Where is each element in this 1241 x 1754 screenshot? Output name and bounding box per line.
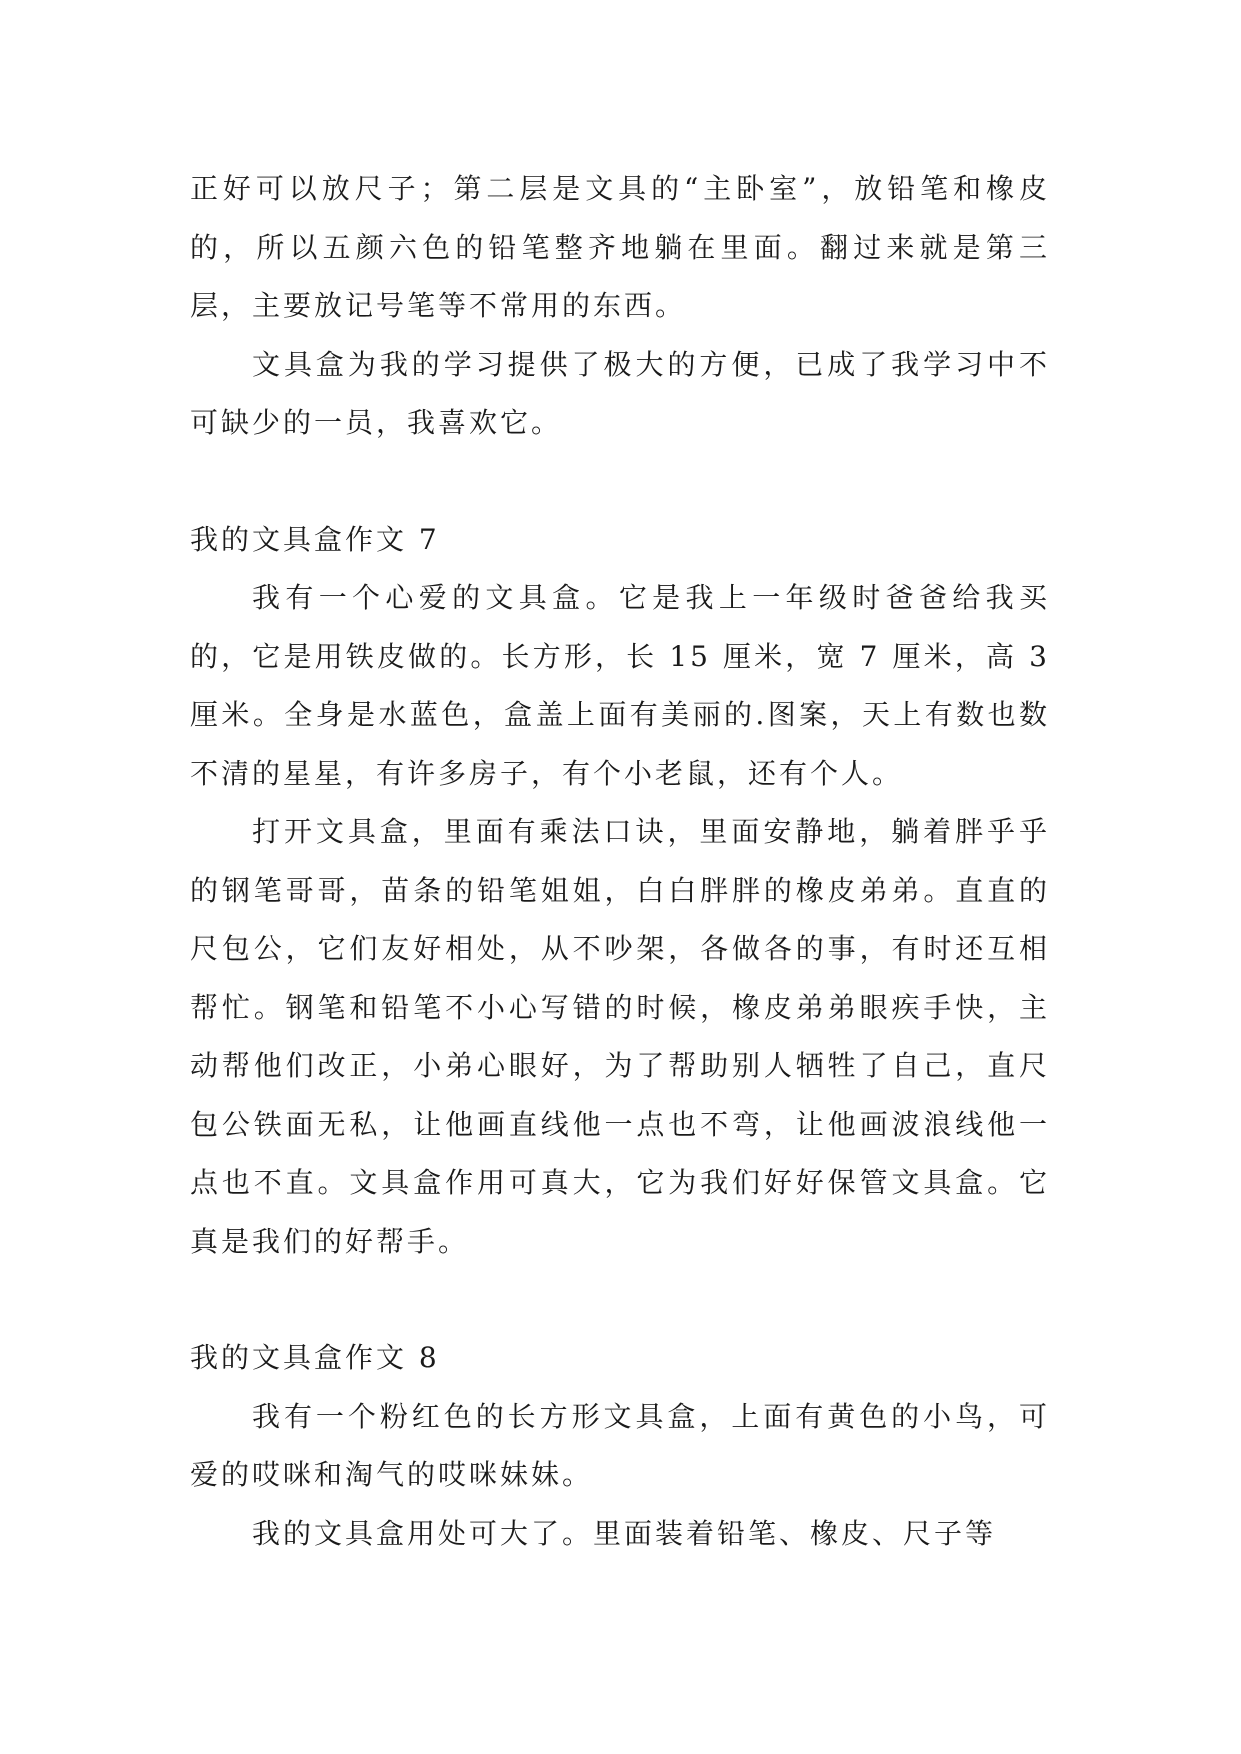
paragraph-text: 我有一个心爱的文具盒。它是我上一年级时爸爸给我买的，它是用铁皮做的。长方形，长 15 厘米，宽 7 厘米，高 3 厘米。全身是水蓝色，盒盖上面有美丽的.图案，天上有数也数不清的星星，有许多房子，有个小老鼠，还有个人。 [190, 581, 1050, 790]
paragraph-text: 我有一个粉红色的长方形文具盒，上面有黄色的小鸟，可爱的哎咪和淘气的哎咪妹妹。 [190, 1399, 1050, 1491]
section-heading: 我的文具盒作文 7 [190, 522, 440, 556]
paragraph-text: 正好可以放尺子；第二层是文具的“主卧室”，放铅笔和橡皮的，所以五颜六色的铅笔整齐地躺在里面。翻过来就是第三层，主要放记号笔等不常用的东西。 [190, 172, 1050, 322]
paragraph-text: 文具盒为我的学习提供了极大的方便，已成了我学习中不可缺少的一员，我喜欢它。 [190, 347, 1050, 439]
paragraph-text: 我的文具盒用处可大了。里面装着铅笔、橡皮、尺子等 [252, 1516, 997, 1550]
document-page [190, 160, 1050, 1563]
paragraph-text: 打开文具盒，里面有乘法口诀，里面安静地，躺着胖乎乎的钢笔哥哥，苗条的铅笔姐姐，白白胖胖的橡皮弟弟。直直的尺包公，它们友好相处，从不吵架，各做各的事，有时还互相帮忙。钢笔和铅笔不小心写错的时候，橡皮弟弟眼疾手快，主动帮他们改正，小弟心眼好，为了帮助别人牺牲了自己，直尺包公铁面无私，让他画直线他一点也不弯，让他画波浪线他一点也不直。文具盒作用可真大，它为我们好好保管文具盒。它真是我们的好帮手。 [190, 815, 1050, 1258]
section-heading: 我的文具盒作文 8 [190, 1341, 440, 1374]
